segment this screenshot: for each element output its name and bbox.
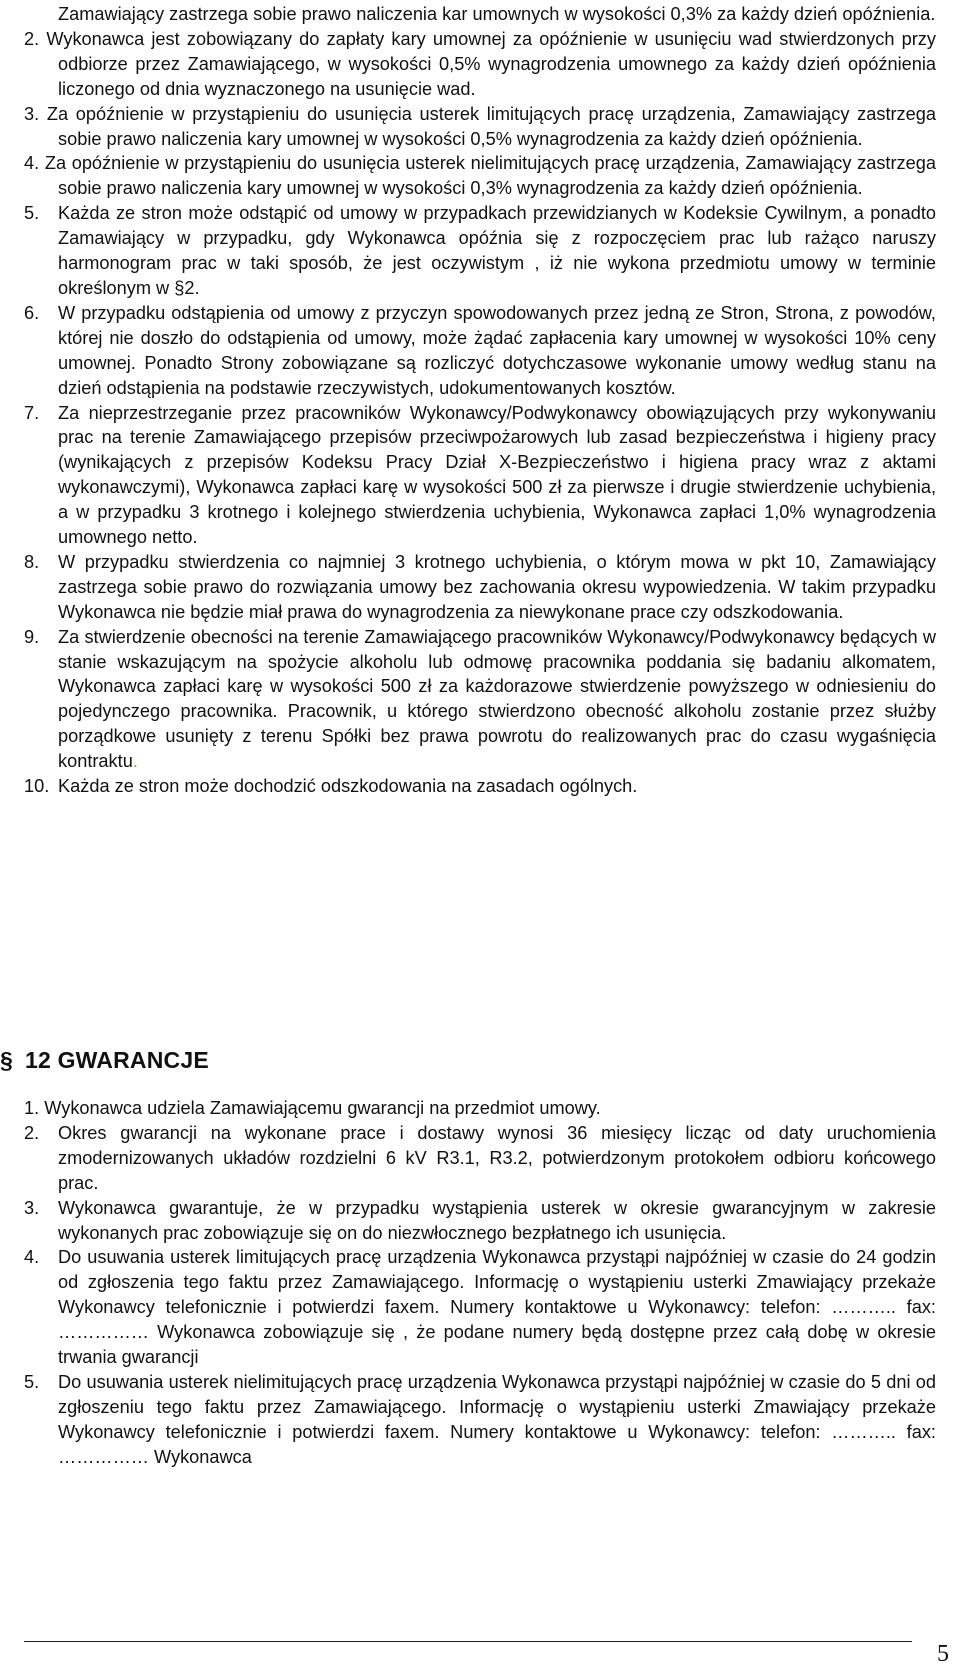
penalty-item-3 [24, 102, 936, 152]
item-number: 6. [24, 302, 40, 323]
item-number: 10. [24, 776, 50, 797]
paragraph-text: Za opóźnienie w przystąpieniu do usunięcia usterek nielimitujących pracę urządzenia, Zamawiający zastrzega sobie prawo naliczenia kary umownej w wysokości 0,3% wynagrodzenia za każdy dzień opóźnienia. [44, 153, 936, 199]
paragraph-text: W przypadku stwierdzenia co najmniej 3 krotnego uchybienia, o którym mowa w pkt 10, Zamawiający zastrzega sobie prawo do rozwiązania umowy bez zachowania okresu wypowiedzenia. W takim przypadku Wykonawca nie będzie miał prawa do wynagrodzenia za niewykonane prace czy odszkodowania. [58, 551, 936, 622]
penalty-item-10 [24, 774, 936, 799]
warranty-item-1 [24, 1096, 936, 1121]
item-number: 3. [24, 1197, 40, 1218]
warranty-item-4 [24, 1245, 936, 1370]
warranty-item-3 [24, 1196, 936, 1246]
item-number: 1. [24, 1098, 40, 1118]
paragraph-text: Do usuwania usterek nielimitujących pracę urządzenia Wykonawca przystąpi najpóźniej w czasie do 5 dni od zgłoszeniu tego faktu przez Zamawiającego. Informację o wystąpieniu usterki Zmawiający przekaże Wykonawcy telefonicznie i potwierdzi faxem. Numery kontaktowe u Wykonawcy: telefon: ……….. fax: …………… Wykonawca [58, 1371, 936, 1467]
trailing-period: . [132, 751, 138, 772]
page-number: 5 [937, 1641, 949, 1667]
penalty-item-1-continuation [24, 2, 936, 27]
item-number: 8. [24, 551, 40, 572]
section-heading [0, 1046, 900, 1074]
penalty-item-2 [24, 27, 936, 102]
penalty-item-5 [24, 201, 936, 301]
paragraph-text: W przypadku odstąpienia od umowy z przyczyn spowodowanych przez jedną ze Stron, Strona, z powodów, której nie doszło do odstąpienia od umowy, może żądać zapłacenia kary umownej w wysokości 10% ceny umownej. Ponadto Strony zobowiązane są rozliczyć dotychczasowe wykonanie umowy według stanu na dzień odstąpienia na podstawie rzeczywistych, udokumentowanych kosztów. [58, 302, 936, 398]
penalty-item-8 [24, 550, 936, 625]
paragraph-text: Wykonawca jest zobowiązany do zapłaty kary umownej za opóźnienie w usunięciu wad stwierdzonych przy odbiorze przez Zamawiającego, w wysokości 0,5% wynagrodzenia umownego za każdy dzień opóźnienia liczonego od dnia wyznaczonego na usunięcie wad. [46, 28, 936, 99]
paragraph-text: Każda ze stron może odstąpić od umowy w przypadkach przewidzianych w Kodeksie Cywilnym, a ponadto Zamawiający w przypadku, gdy Wykonawca opóźnia się z rozpoczęciem prac lub rażąco naruszy harmonogram prac w taki sposób, że jest oczywistym , iż nie wykona przedmiotu umowy w terminie określonym w §2. [58, 203, 936, 298]
penalty-item-9 [24, 625, 936, 774]
paragraph-text: Zamawiający zastrzega sobie prawo naliczenia kar umownych w wysokości 0,3% za każdy dzień opóźnienia. [58, 4, 936, 24]
item-number: 4. [24, 153, 40, 174]
paragraph-text: Okres gwarancji na wykonane prace i dostawy wynosi 36 miesięcy licząc od daty uruchomienia zmodernizowanych układów rozdzielni 6 kV R3.1, R3.2, potwierdzonym protokołem odbioru końcowego prac. [58, 1122, 936, 1193]
item-number: 4. [24, 1247, 40, 1268]
penalty-item-6 [24, 301, 936, 401]
penalty-item-4 [24, 151, 936, 201]
paragraph-text: Każda ze stron może dochodzić odszkodowania na zasadach ogólnych. [58, 776, 638, 797]
section-title: 12 GWARANCJE [25, 1047, 209, 1073]
paragraph-text: Za nieprzestrzeganie przez pracowników Wykonawcy/Podwykonawcy obowiązujących przy wykonywaniu prac na terenie Zamawiającego przepisów przeciwpożarowych lub zasad bezpieczeństwa i higieny pracy (wynikających z przepisów Kodeksu Pracy Dział X-Bezpieczeństwo i higiena pracy wraz z aktami wykonawczymi), Wykonawca zapłaci karę w wysokości 500 zł za pierwsze i drugie stwierdzenie uchybienia, a w przypadku 3 krotnego i kolejnego stwierdzenia uchybienia, Wykonawca zapłaci 1,0% wynagrodzenia umownego netto. [58, 402, 936, 548]
penalty-item-7 [24, 401, 936, 550]
item-number: 2. [24, 1122, 40, 1143]
warranty-item-2 [24, 1121, 936, 1196]
item-number: 3. [24, 103, 40, 124]
warranty-item-5 [24, 1370, 936, 1470]
paragraph-text: Wykonawca udziela Zamawiającemu gwarancji na przedmiot umowy. [44, 1098, 601, 1118]
item-number: 5. [24, 1371, 40, 1392]
footer-rule [24, 1641, 912, 1642]
paragraph-text: Za stwierdzenie obecności na terenie Zamawiającego pracowników Wykonawcy/Podwykonawcy będących w stanie wskazującym na spożycie alkoholu lub odmowę pracownika poddania się badaniu alkomatem, Wykonawca zapłaci karę w wysokości 500 zł za każdorazowe stwierdzenie powyższego w odniesieniu do pojedynczego pracownika. Pracownik, u którego stwierdzono obecność alkoholu zostanie przez służby porządkowe usunięty z terenu Spółki bez prawa powrotu do realizowanych prac do czasu wygaśnięcia kontraktu [58, 626, 936, 772]
item-number: 5. [24, 203, 40, 224]
item-number: 2. [24, 28, 40, 49]
paragraph-text: Wykonawca gwarantuje, że w przypadku wystąpienia usterek w okresie gwarancyjnym w zakresie wykonanych prac zobowiązuje się on do niezwłocznego bezpłatnego ich usunięcia. [58, 1197, 936, 1243]
paragraph-text: Za opóźnienie w przystąpieniu do usunięcia usterek limitujących pracę urządzenia, Zamawiający zastrzega sobie prawo naliczenia kary umownej w wysokości 0,5% wynagrodzenia za każdy dzień opóźnienia. [46, 103, 936, 149]
item-number: 7. [24, 402, 40, 423]
warranty-list [24, 1096, 936, 1470]
penalty-list [24, 2, 936, 799]
paragraph-text: Do usuwania usterek limitujących pracę urządzenia Wykonawca przystąpi najpóźniej w czasie do 24 godzin od zgłoszenia tego faktu przez Zamawiającego. Informację o wystąpieniu usterki Zmawiający przekaże Wykonawcy telefonicznie i potwierdzi faxem. Numery kontaktowe u Wykonawcy: telefon: ……….. fax: …………… Wykonawca zobowiązuje się , że podane numery będą dostępne przez całą dobę w okresie trwania gwarancji [58, 1247, 936, 1368]
section-symbol: § [0, 1047, 13, 1073]
item-number: 9. [24, 626, 40, 647]
